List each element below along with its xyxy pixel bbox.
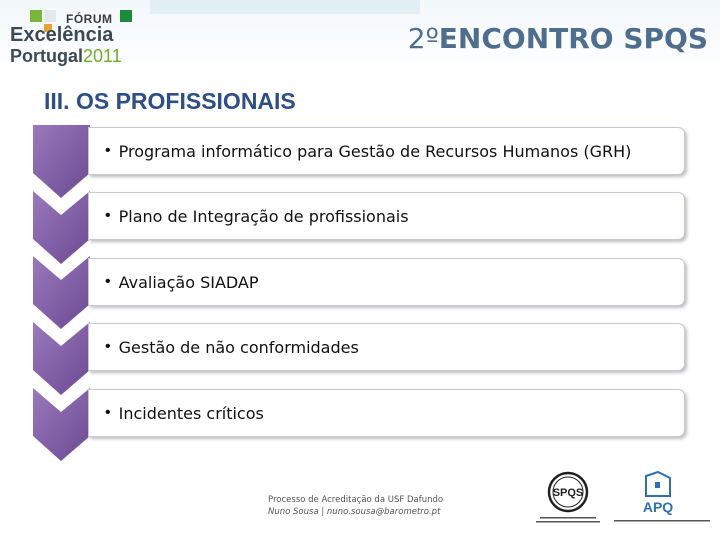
forum-label: FÓRUM xyxy=(66,12,113,26)
spqs-emblem-icon xyxy=(532,470,604,516)
list-item-label: Plano de Integração de profissionais xyxy=(118,206,409,226)
logo-square-darkgreen xyxy=(120,10,132,22)
forum-excelencia: Excelência xyxy=(10,24,114,46)
list-item xyxy=(88,323,685,371)
bullet-icon: • xyxy=(105,338,111,355)
chevron-marker-4 xyxy=(33,322,90,395)
apq-caption-graphic xyxy=(612,518,712,524)
apq-logo xyxy=(612,470,712,528)
list-item xyxy=(88,389,685,437)
forum-excelencia-logo xyxy=(8,8,138,66)
forum-portugal xyxy=(10,46,122,66)
spqs-mark: SPQS xyxy=(552,487,584,499)
list-item xyxy=(88,192,685,240)
forum-year: 2011 xyxy=(83,46,122,66)
chevron-marker-1 xyxy=(33,125,90,198)
bullet-icon: • xyxy=(105,273,111,290)
bullet-icon: • xyxy=(105,404,111,421)
header-stripe xyxy=(150,0,420,14)
event-title xyxy=(408,22,708,55)
spqs-logo xyxy=(532,470,604,528)
event-name: ENCONTRO SPQS xyxy=(438,22,708,55)
bullet-icon: • xyxy=(105,142,111,159)
chevron-marker-2 xyxy=(33,191,90,264)
footer-line-2: Nuno Sousa | nuno.sousa@barometro.pt xyxy=(268,507,441,517)
forum-portugal-word: Portugal xyxy=(10,46,84,66)
list-item-label: Incidentes críticos xyxy=(118,403,264,423)
logo-square-grey xyxy=(44,10,56,22)
list-item-label: Gestão de não conformidades xyxy=(118,337,359,357)
event-number: 2º xyxy=(407,22,439,55)
list-item-label: Programa informático para Gestão de Recursos Humanos (GRH) xyxy=(118,141,632,161)
bullet-icon: • xyxy=(105,207,111,224)
footer-note xyxy=(268,494,443,518)
list-item xyxy=(88,258,685,306)
logo-square-green xyxy=(30,10,42,22)
spqs-caption-graphic xyxy=(532,516,604,526)
footer-line-1: Processo de Acreditação da USF Dafundo xyxy=(268,495,444,505)
apq-mark: APQ xyxy=(642,499,674,515)
list-item xyxy=(88,127,685,175)
list-item-label: Avaliação SIADAP xyxy=(118,272,259,292)
section-title: III. OS PROFISSIONAIS xyxy=(44,88,296,114)
chevron-marker-3 xyxy=(33,256,90,329)
apq-emblem-icon xyxy=(612,470,712,518)
chevron-marker-5 xyxy=(33,388,90,461)
